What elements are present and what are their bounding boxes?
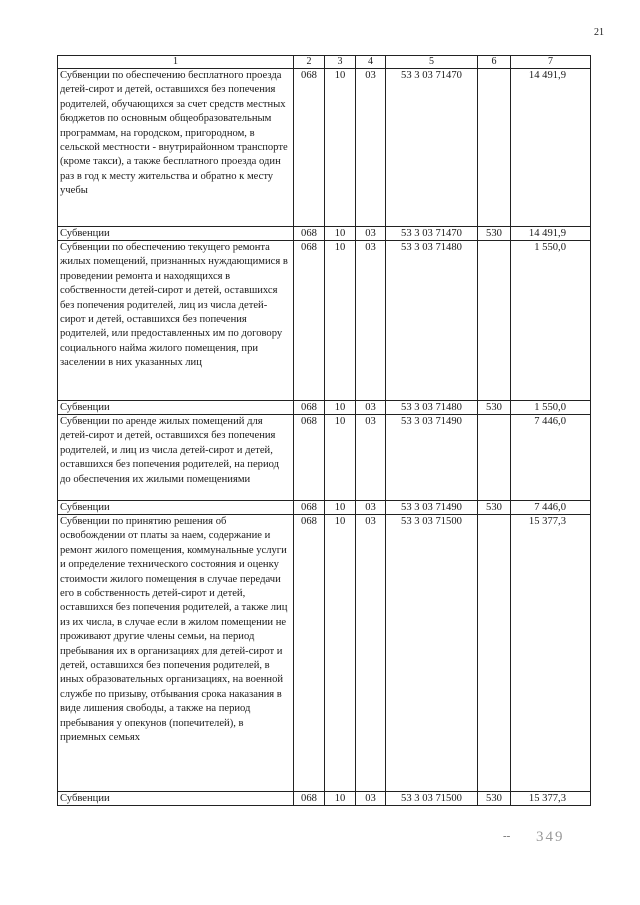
table-row (58, 501, 591, 515)
cell-target: 53 3 03 71470 (386, 227, 478, 241)
header-cell: 6 (478, 56, 511, 69)
cell-subsection: 03 (356, 69, 386, 227)
cell-section: 10 (325, 415, 356, 501)
cell-section: 10 (325, 401, 356, 415)
cell-target: 53 3 03 71500 (386, 792, 478, 806)
cell-section: 10 (325, 69, 356, 227)
cell-expense-type (478, 415, 511, 501)
cell-amount: 14 491,9 (511, 227, 591, 241)
cell-expense-type (478, 515, 511, 792)
cell-subsection: 03 (356, 415, 386, 501)
row-name: Субвенции по принятию решения об освобождении от платы за наем, содержание и ремонт жилого помещения, коммунальные услуги и определение технического состояния и оценку стоимости жилого помещения в случае передачи его в собственность детей-сирот и детей, оставшихся без попечения родителей, а также лиц из их числа, в случае если в жилом помещении не проживают другие члены семьи, на период пребывания их в организациях для детей-сирот и детей, оставшихся без попечения родителей, в иных образовательных организациях, на военной службе по призыву, отбывания срока наказания в виде лишения свободы, а также на период пребывания у опекунов (попечителей), в приемных семьях (58, 515, 294, 792)
cell-expense-type (478, 241, 511, 401)
cell-ministry: 068 (294, 69, 325, 227)
table-row (58, 241, 591, 401)
table-row (58, 415, 591, 501)
budget-table (57, 55, 591, 806)
row-name: Субвенции по аренде жилых помещений для детей-сирот и детей, оставшихся без попечения родителей, и лиц из числа детей-сирот и детей, оставшихся без попечения родителей, на период до обеспечения их жилыми помещениями (58, 415, 294, 501)
cell-subsection: 03 (356, 241, 386, 401)
cell-section: 10 (325, 792, 356, 806)
row-name: Субвенции (58, 401, 294, 415)
row-name: Субвенции по обеспечению текущего ремонта жилых помещений, признанных нуждающимися в проведении ремонта и находящихся в собственности детей-сирот и детей, оставшихся без попечения родителей, лиц из числа детей-сирот и детей, оставшихся без попечения родителей, или предоставленных им по договору социального найма жилого помещения, при заселении в них указанных лиц (58, 241, 294, 401)
row-name: Субвенции по обеспечению бесплатного проезда детей-сирот и детей, оставшихся без попечения родителей, обучающихся за счет средств местных бюджетов по основным общеобразовательным программам, на городском, пригородном, в сельской местности - внутрирайонном транспорте (кроме такси), а также бесплатного проезда один раз в год к месту жительства и обратно к месту учебы (58, 69, 294, 227)
cell-amount: 15 377,3 (511, 792, 591, 806)
cell-subsection: 03 (356, 792, 386, 806)
page-number: 21 (594, 27, 604, 38)
cell-expense-type (478, 69, 511, 227)
cell-amount: 14 491,9 (511, 69, 591, 227)
cell-subsection: 03 (356, 227, 386, 241)
header-cell: 7 (511, 56, 591, 69)
cell-expense-type: 530 (478, 401, 511, 415)
cell-expense-type: 530 (478, 501, 511, 515)
cell-expense-type: 530 (478, 227, 511, 241)
header-cell: 2 (294, 56, 325, 69)
table-row (58, 792, 591, 806)
header-cell: 4 (356, 56, 386, 69)
cell-amount: 15 377,3 (511, 515, 591, 792)
cell-section: 10 (325, 227, 356, 241)
cell-target: 53 3 03 71490 (386, 415, 478, 501)
cell-subsection: 03 (356, 515, 386, 792)
row-name: Субвенции (58, 792, 294, 806)
cell-ministry: 068 (294, 401, 325, 415)
cell-subsection: 03 (356, 401, 386, 415)
header-cell: 5 (386, 56, 478, 69)
cell-section: 10 (325, 501, 356, 515)
header-row (58, 56, 591, 69)
cell-ministry: 068 (294, 241, 325, 401)
cell-ministry: 068 (294, 415, 325, 501)
cell-ministry: 068 (294, 501, 325, 515)
row-name: Субвенции (58, 501, 294, 515)
cell-amount: 7 446,0 (511, 501, 591, 515)
table-row (58, 401, 591, 415)
table-row (58, 227, 591, 241)
cell-ministry: 068 (294, 792, 325, 806)
stamp-number: 349 (536, 829, 565, 845)
cell-section: 10 (325, 241, 356, 401)
cell-ministry: 068 (294, 227, 325, 241)
cell-target: 53 3 03 71490 (386, 501, 478, 515)
cell-subsection: 03 (356, 501, 386, 515)
cell-ministry: 068 (294, 515, 325, 792)
cell-amount: 1 550,0 (511, 401, 591, 415)
cell-target: 53 3 03 71470 (386, 69, 478, 227)
cell-target: 53 3 03 71480 (386, 401, 478, 415)
cell-target: 53 3 03 71500 (386, 515, 478, 792)
footer-dash: -- (503, 830, 511, 842)
cell-expense-type: 530 (478, 792, 511, 806)
cell-section: 10 (325, 515, 356, 792)
cell-target: 53 3 03 71480 (386, 241, 478, 401)
table-row (58, 515, 591, 792)
cell-amount: 7 446,0 (511, 415, 591, 501)
cell-amount: 1 550,0 (511, 241, 591, 401)
table-row (58, 69, 591, 227)
header-cell: 3 (325, 56, 356, 69)
row-name: Субвенции (58, 227, 294, 241)
header-cell: 1 (58, 56, 294, 69)
